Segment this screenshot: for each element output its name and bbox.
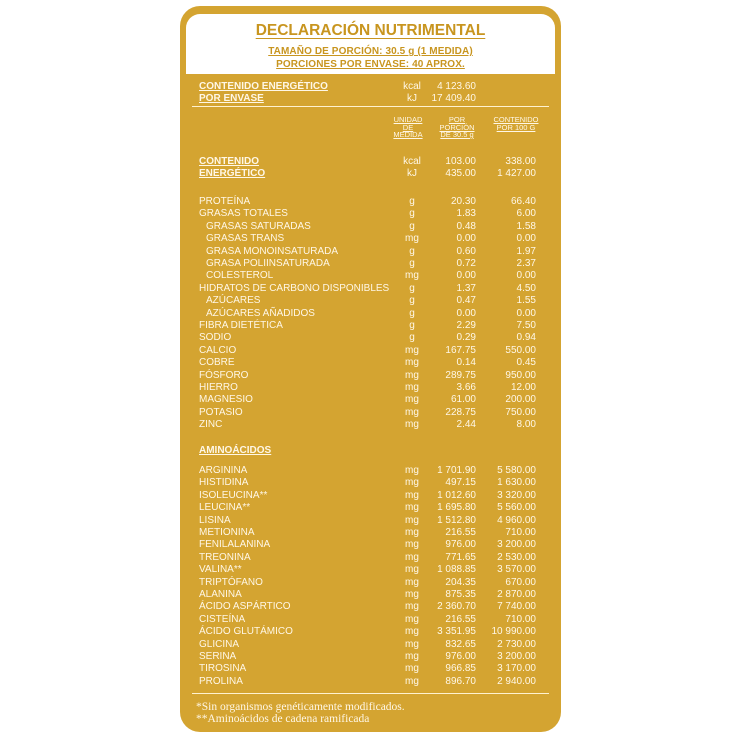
energy-package-value-kcal: 4 123.60 <box>437 81 476 92</box>
amino-name: FENILALANINA <box>199 539 271 551</box>
amino-name: LISINA <box>199 514 231 526</box>
unit-cell: mg <box>405 675 419 687</box>
amino-name: ISOLEUCINA** <box>199 489 268 501</box>
per-portion-value: 1 512.80 <box>437 514 476 526</box>
per-portion-value: 216.55 <box>445 613 476 625</box>
per-100g-value: 950.00 <box>505 369 536 381</box>
per-100g-value: 3 200.00 <box>497 539 536 551</box>
energy-portion: 103.00 <box>445 156 476 167</box>
amino-heading: AMINOÁCIDOS <box>199 445 272 456</box>
per-100g-value: 1.97 <box>516 245 536 257</box>
per-portion-value: 3.66 <box>456 382 476 393</box>
unit-cell: g <box>409 320 415 331</box>
per-portion-value: 1 088.85 <box>437 564 476 576</box>
per-portion-value: 832.65 <box>445 638 476 650</box>
per-portion-value: 204.35 <box>445 576 476 588</box>
per-100g-value: 3 570.00 <box>497 564 536 576</box>
per-portion-value: 1.37 <box>456 282 476 294</box>
nutrient-name: GRASAS SATURADAS <box>206 220 311 232</box>
per-portion-value: 0.00 <box>456 270 476 282</box>
nutrient-name: AZÚCARES AÑADIDOS <box>206 307 315 319</box>
unit-cell: mg <box>405 576 419 588</box>
per-portion-value: 1 695.80 <box>437 502 476 514</box>
unit-cell: mg <box>405 601 419 613</box>
nutrient-name: COLESTEROL <box>206 270 274 282</box>
per-100g-value: 3 200.00 <box>497 651 536 662</box>
serving-size: TAMAÑO DE PORCIÓN: 30.5 g (1 MEDIDA) <box>268 46 473 57</box>
unit-cell: mg <box>405 527 419 538</box>
servings-per-container: PORCIONES POR ENVASE: 40 APROX. <box>276 59 465 70</box>
per-portion-value: 216.55 <box>445 527 476 538</box>
per-portion-value: 1 012.60 <box>437 489 476 501</box>
per-100g-value: 3 170.00 <box>497 663 536 675</box>
energy-package-unit-kcal: kcal <box>403 81 421 92</box>
per-portion-value: 771.65 <box>445 551 476 563</box>
amino-name: PROLINA <box>199 675 243 687</box>
per-portion-value: 966.85 <box>445 663 476 675</box>
unit-cell: mg <box>405 394 419 406</box>
amino-name: TREONINA <box>199 551 251 563</box>
nutrient-name: ZINC <box>199 419 223 431</box>
per-100g-value: 2 530.00 <box>497 551 536 563</box>
per-portion-value: 0.14 <box>456 357 476 369</box>
nutrient-name: GRASAS TOTALES <box>199 208 288 220</box>
amino-name: LEUCINA** <box>199 502 251 514</box>
per-100g-value: 2 940.00 <box>497 675 536 687</box>
per-portion-value: 0.72 <box>456 258 476 269</box>
column-header-portion-line: PORCIÓN <box>439 122 475 132</box>
per-100g-value: 66.40 <box>510 196 536 207</box>
column-header-portion <box>432 116 482 139</box>
unit-cell: mg <box>405 270 419 282</box>
column-header-per100 <box>484 116 548 131</box>
footnote-bcaa: **Aminoácidos de cadena ramificada <box>196 713 370 725</box>
amino-name: CISTEÍNA <box>199 613 246 625</box>
amino-name: ARGININA <box>199 465 248 476</box>
per-100g-value: 0.00 <box>516 307 536 319</box>
column-header-unit-line: DE <box>402 122 414 132</box>
per-100g-value: 4.50 <box>516 282 536 294</box>
amino-name: TIROSINA <box>199 663 247 675</box>
per-portion-value: 2 360.70 <box>437 601 476 613</box>
unit-cell: g <box>409 208 415 220</box>
per-portion-value: 61.00 <box>450 394 476 406</box>
label-title: DECLARACIÓN NUTRIMENTAL <box>255 22 486 39</box>
per-100g-value: 3 320.00 <box>497 489 536 501</box>
unit-cell: mg <box>405 357 419 369</box>
nutrient-name: MAGNESIO <box>199 394 253 406</box>
energy-per100: 338.00 <box>505 156 536 167</box>
per-100g-value: 8.00 <box>516 419 536 431</box>
nutrient-name: PROTEÍNA <box>199 196 251 207</box>
column-header-per100-line: CONTENIDO <box>493 115 539 124</box>
unit-cell: mg <box>405 419 419 431</box>
unit-cell: mg <box>405 626 419 638</box>
unit-cell: mg <box>405 382 419 393</box>
unit-cell: g <box>409 307 415 319</box>
unit-cell: g <box>409 295 415 307</box>
unit-cell: mg <box>405 589 419 600</box>
nutrient-name: HIDRATOS DE CARBONO DISPONIBLES <box>199 282 390 294</box>
per-100g-value: 750.00 <box>505 406 536 418</box>
unit-cell: mg <box>405 514 419 526</box>
nutrient-name: COBRE <box>199 357 235 369</box>
energy-package-value-kj: 17 409.40 <box>431 93 476 104</box>
per-100g-value: 5 580.00 <box>497 465 536 476</box>
unit-cell: g <box>409 258 415 269</box>
per-portion-value: 3 351.95 <box>437 626 476 638</box>
nutrient-name: POTASIO <box>199 406 243 418</box>
nutrient-name: GRASA MONOINSATURADA <box>206 245 339 257</box>
per-100g-value: 710.00 <box>505 527 536 538</box>
unit-cell: mg <box>405 539 419 551</box>
unit-cell: g <box>409 220 415 232</box>
unit-cell: mg <box>405 651 419 662</box>
column-header-portion-line: DE 30.5 g <box>440 130 474 139</box>
per-portion-value: 0.29 <box>456 332 476 344</box>
per-portion-value: 976.00 <box>445 651 476 662</box>
column-header-unit <box>386 116 430 139</box>
energy-unit: kcal <box>403 156 421 167</box>
nutrient-name: AZÚCARES <box>206 295 261 307</box>
per-portion-value: 1.83 <box>456 208 476 220</box>
unit-cell: mg <box>405 465 419 476</box>
unit-cell: mg <box>405 638 419 650</box>
per-portion-value: 0.00 <box>456 307 476 319</box>
per-portion-value: 2.44 <box>456 419 476 431</box>
unit-cell: mg <box>405 663 419 675</box>
per-portion-value: 976.00 <box>445 539 476 551</box>
per-100g-value: 4 960.00 <box>497 514 536 526</box>
per-portion-value: 2.29 <box>456 320 476 331</box>
energy-package-unit-kj: kJ <box>407 93 417 104</box>
energy-unit: kJ <box>407 168 417 179</box>
amino-name: VALINA** <box>199 564 242 576</box>
divider <box>192 106 549 107</box>
unit-cell: mg <box>405 564 419 576</box>
energy-label-2: ENERGÉTICO <box>199 168 266 179</box>
per-100g-value: 2 730.00 <box>497 638 536 650</box>
nutrient-name: FÓSFORO <box>199 369 249 381</box>
divider <box>192 693 549 694</box>
amino-name: HISTIDINA <box>199 477 249 489</box>
unit-cell: g <box>409 282 415 294</box>
nutrient-name: CALCIO <box>199 344 237 356</box>
per-100g-value: 12.00 <box>510 382 536 393</box>
energy-package-label-2: POR ENVASE <box>199 93 264 104</box>
amino-name: ÁCIDO ASPÁRTICO <box>199 601 291 613</box>
per-100g-value: 1.55 <box>516 295 536 307</box>
per-100g-value: 2 870.00 <box>497 589 536 600</box>
column-header-unit-line: UNIDAD <box>393 115 423 124</box>
per-100g-value: 1.58 <box>516 220 536 232</box>
per-portion-value: 1 701.90 <box>437 465 476 476</box>
unit-cell: mg <box>405 369 419 381</box>
unit-cell: mg <box>405 344 419 356</box>
per-portion-value: 289.75 <box>445 369 476 381</box>
per-100g-value: 7.50 <box>516 320 536 331</box>
unit-cell: mg <box>405 489 419 501</box>
per-portion-value: 896.70 <box>445 675 476 687</box>
per-100g-value: 6.00 <box>516 208 536 220</box>
per-100g-value: 0.45 <box>516 357 536 369</box>
per-portion-value: 20.30 <box>450 196 476 207</box>
unit-cell: g <box>409 332 415 344</box>
per-portion-value: 0.48 <box>456 220 476 232</box>
unit-cell: mg <box>405 406 419 418</box>
amino-name: ÁCIDO GLUTÁMICO <box>199 626 293 638</box>
nutrient-name: GRASA POLIINSATURADA <box>206 258 330 269</box>
unit-cell: mg <box>405 477 419 489</box>
amino-name: GLICINA <box>199 638 240 650</box>
per-portion-value: 875.35 <box>445 589 476 600</box>
amino-name: METIONINA <box>199 527 255 538</box>
amino-name: ALANINA <box>199 589 242 600</box>
per-100g-value: 2.37 <box>516 258 536 269</box>
energy-label-1: CONTENIDO <box>199 156 259 167</box>
unit-cell: mg <box>405 233 419 245</box>
nutrient-name: FIBRA DIETÉTICA <box>199 320 283 331</box>
per-100g-value: 0.00 <box>516 270 536 282</box>
per-100g-value: 5 560.00 <box>497 502 536 514</box>
amino-name: TRIPTÓFANO <box>199 576 263 588</box>
per-100g-value: 0.00 <box>516 233 536 245</box>
per-100g-value: 710.00 <box>505 613 536 625</box>
nutrient-name: HIERRO <box>199 382 238 393</box>
unit-cell: g <box>409 196 415 207</box>
nutrient-name: GRASAS TRANS <box>206 233 285 245</box>
footnote-gmo: *Sin organismos genéticamente modificados. <box>196 701 405 713</box>
column-header-per100-line: POR 100 G <box>496 122 536 132</box>
column-header-unit-line: MEDIDA <box>393 130 423 139</box>
per-100g-value: 7 740.00 <box>497 601 536 613</box>
per-portion-value: 228.75 <box>445 406 476 418</box>
per-portion-value: 0.47 <box>456 295 476 307</box>
unit-cell: mg <box>405 551 419 563</box>
energy-per100: 1 427.00 <box>497 168 536 179</box>
per-100g-value: 200.00 <box>505 394 536 406</box>
unit-cell: g <box>409 245 415 257</box>
energy-portion: 435.00 <box>445 168 476 179</box>
nutrient-name: SODIO <box>199 332 232 344</box>
unit-cell: mg <box>405 613 419 625</box>
per-100g-value: 0.94 <box>516 332 536 344</box>
column-header-portion-line: POR <box>448 115 466 124</box>
unit-cell: mg <box>405 502 419 514</box>
per-portion-value: 497.15 <box>445 477 476 489</box>
per-100g-value: 1 630.00 <box>497 477 536 489</box>
per-portion-value: 167.75 <box>445 344 476 356</box>
per-portion-value: 0.60 <box>456 245 476 257</box>
per-100g-value: 550.00 <box>505 344 536 356</box>
energy-package-label-1: CONTENIDO ENERGÉTICO <box>199 81 328 92</box>
per-portion-value: 0.00 <box>456 233 476 245</box>
amino-name: SERINA <box>199 651 237 662</box>
per-100g-value: 10 990.00 <box>491 626 536 638</box>
per-100g-value: 670.00 <box>505 576 536 588</box>
